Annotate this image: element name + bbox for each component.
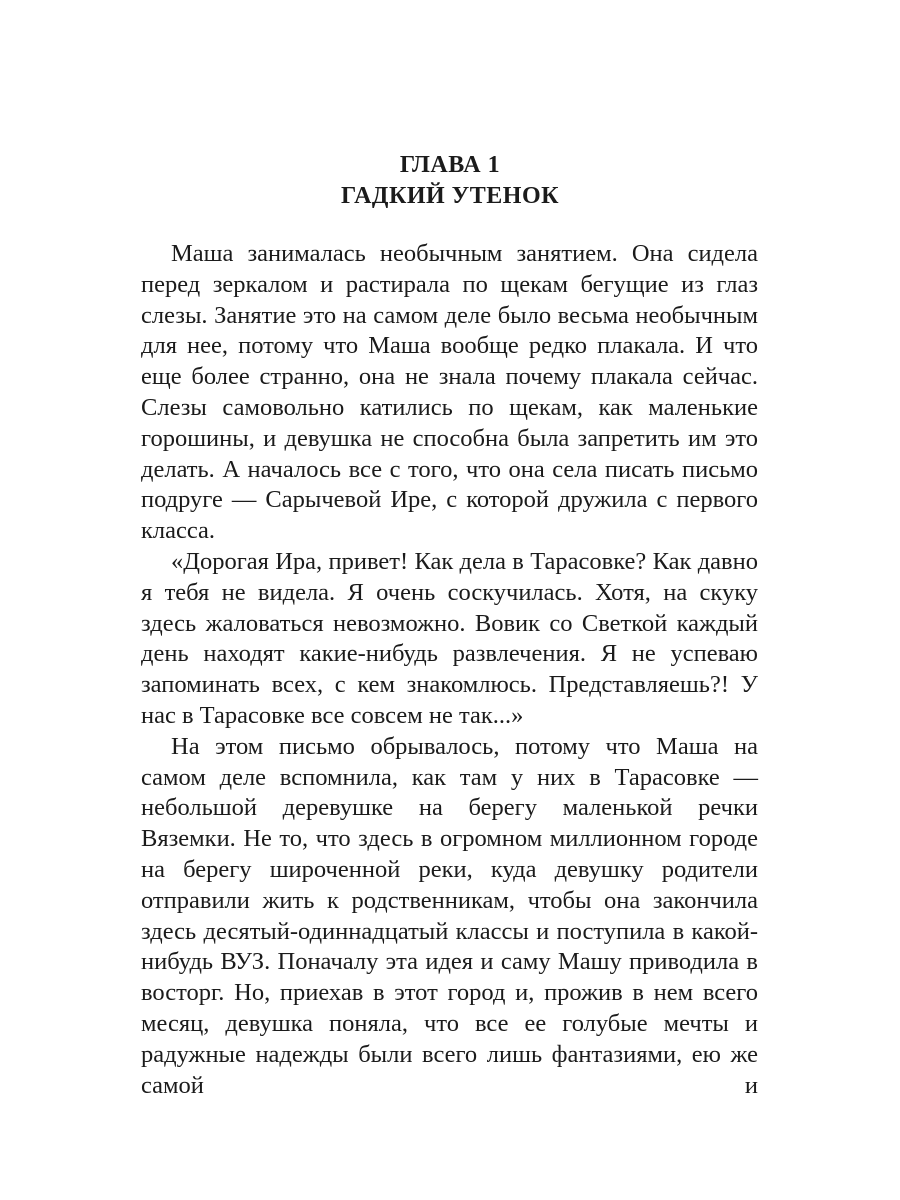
chapter-number: ГЛАВА 1: [399, 152, 501, 178]
chapter-body: [141, 239, 758, 1101]
paragraph-1: Маша занималась необычным занятием. Она сидела перед зеркалом и растирала по щекам бегущие из глаз слезы. Занятие это на самом деле было весьма необычным для нее, потому что Маша вообще редко плакала. И что еще более странно, она не знала почему плакала сейчас. Слезы самовольно катились по щекам, как маленькие горошины, и девушка не способна была запретить им это делать. А началось все с того, что она села писать письмо подруге — Сарычевой Ире, с которой дружила с первого класса.: [141, 240, 758, 545]
paragraph-2-letter: «Дорогая Ира, привет! Как дела в Тарасовке? Как давно я тебя не видела. Я очень соскучилась. Хотя, на скуку здесь жаловаться невозможно. Вовик со Светкой каждый день находят какие-нибудь развлечения. Я не успеваю запоминать всех, с кем знакомлюсь. Представляешь?! У нас в Тарасовке все совсем не так...»: [141, 547, 758, 729]
paragraph-3: На этом письмо обрывалось, потому что Маша на самом деле вспомнила, как там у них в Тарасовке — небольшой деревушке на берегу маленькой речки Вяземки. Не то, что здесь в огромном миллионном городе на берегу широченной реки, куда девушку родители отправили жить к родственникам, чтобы она закончила здесь десятый-одиннадцатый классы и поступила в какой-нибудь ВУЗ. Поначалу эта идея и саму Машу приводила в восторг. Но, приехав в этот город и, прожив в нем всего месяц, девушка поняла, что все ее голубые мечты и радужные надежды были всего лишь фантазиями, ею же самой и: [141, 732, 758, 1099]
chapter-title: ГАДКИЙ УТЕНОК: [340, 183, 560, 209]
